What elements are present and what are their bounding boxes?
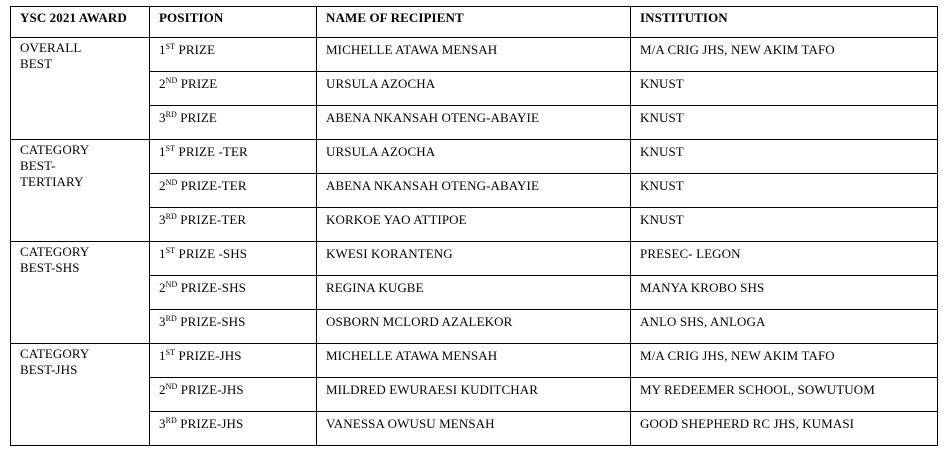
institution-name: M/A CRIG JHS, NEW AKIM TAFO xyxy=(631,344,938,378)
position-number: 2 xyxy=(159,382,166,397)
table-row xyxy=(11,38,938,72)
position-ordinal-suffix: ND xyxy=(165,178,178,187)
institution-name: KNUST xyxy=(631,174,938,208)
position-ordinal-suffix: ND xyxy=(165,280,178,289)
institution-name: KNUST xyxy=(631,208,938,242)
header-position: POSITION xyxy=(150,7,317,38)
table-row xyxy=(11,344,938,378)
header-award: YSC 2021 AWARD xyxy=(11,7,150,38)
position-cell xyxy=(150,412,317,446)
recipient-name: MICHELLE ATAWA MENSAH xyxy=(317,38,631,72)
position-ordinal-suffix: ND xyxy=(165,76,178,85)
institution-name: KNUST xyxy=(631,106,938,140)
recipient-name: KORKOE YAO ATTIPOE xyxy=(317,208,631,242)
institution-name: GOOD SHEPHERD RC JHS, KUMASI xyxy=(631,412,938,446)
table-row xyxy=(11,378,938,412)
header-row xyxy=(11,7,938,38)
award-category: CATEGORY BEST-JHS xyxy=(20,346,89,377)
position-cell xyxy=(150,242,317,276)
position-number: 3 xyxy=(159,212,166,227)
table-row xyxy=(11,174,938,208)
position-label: PRIZE-JHS xyxy=(175,348,242,363)
recipient-name: MILDRED EWURAESI KUDITCHAR xyxy=(317,378,631,412)
institution-name: PRESEC- LEGON xyxy=(631,242,938,276)
table-row xyxy=(11,106,938,140)
position-ordinal-suffix: ST xyxy=(165,348,176,357)
table-row xyxy=(11,310,938,344)
position-number: 2 xyxy=(159,76,166,91)
position-cell xyxy=(150,140,317,174)
position-ordinal-suffix: RD xyxy=(165,314,177,323)
position-label: PRIZE xyxy=(175,42,216,57)
recipient-name: MICHELLE ATAWA MENSAH xyxy=(317,344,631,378)
institution-name: KNUST xyxy=(631,140,938,174)
position-cell xyxy=(150,174,317,208)
recipient-name: ABENA NKANSAH OTENG-ABAYIE xyxy=(317,106,631,140)
award-category: OVERALL BEST xyxy=(20,40,81,71)
position-label: PRIZE -SHS xyxy=(175,246,248,261)
position-number: 2 xyxy=(159,280,166,295)
position-number: 1 xyxy=(159,42,166,57)
position-cell xyxy=(150,208,317,242)
position-cell xyxy=(150,378,317,412)
header-recipient: NAME OF RECIPIENT xyxy=(317,7,631,38)
award-category-cell xyxy=(11,344,150,446)
institution-name: MY REDEEMER SCHOOL, SOWUTUOM xyxy=(631,378,938,412)
position-label: PRIZE-JHS xyxy=(177,382,244,397)
position-number: 3 xyxy=(159,416,166,431)
table-row xyxy=(11,72,938,106)
recipient-name: VANESSA OWUSU MENSAH xyxy=(317,412,631,446)
table-row xyxy=(11,412,938,446)
table-row xyxy=(11,242,938,276)
header-institution: INSTITUTION xyxy=(631,7,938,38)
recipient-name: OSBORN MCLORD AZALEKOR xyxy=(317,310,631,344)
position-ordinal-suffix: ST xyxy=(165,246,176,255)
position-ordinal-suffix: ST xyxy=(165,144,176,153)
position-number: 1 xyxy=(159,144,166,159)
position-label: PRIZE-JHS xyxy=(176,416,244,431)
position-label: PRIZE xyxy=(177,76,218,91)
table-row xyxy=(11,276,938,310)
award-category: CATEGORY BEST-TERTIARY xyxy=(20,142,89,189)
institution-name: M/A CRIG JHS, NEW AKIM TAFO xyxy=(631,38,938,72)
position-number: 1 xyxy=(159,246,166,261)
institution-name: ANLO SHS, ANLOGA xyxy=(631,310,938,344)
table-row xyxy=(11,140,938,174)
position-ordinal-suffix: RD xyxy=(165,110,177,119)
position-label: PRIZE-SHS xyxy=(177,280,246,295)
position-cell xyxy=(150,276,317,310)
award-category-cell xyxy=(11,38,150,140)
recipient-name: KWESI KORANTENG xyxy=(317,242,631,276)
recipient-name: REGINA KUGBE xyxy=(317,276,631,310)
recipient-name: URSULA AZOCHA xyxy=(317,72,631,106)
position-ordinal-suffix: RD xyxy=(165,416,177,425)
position-ordinal-suffix: ST xyxy=(165,42,176,51)
award-category: CATEGORY BEST-SHS xyxy=(20,244,89,275)
position-number: 3 xyxy=(159,314,166,329)
recipient-name: URSULA AZOCHA xyxy=(317,140,631,174)
institution-name: MANYA KROBO SHS xyxy=(631,276,938,310)
awards-table xyxy=(10,6,938,446)
position-ordinal-suffix: ND xyxy=(165,382,178,391)
position-cell xyxy=(150,38,317,72)
table-row xyxy=(11,208,938,242)
position-cell xyxy=(150,310,317,344)
position-cell xyxy=(150,72,317,106)
position-cell xyxy=(150,106,317,140)
position-label: PRIZE -TER xyxy=(175,144,248,159)
position-label: PRIZE-SHS xyxy=(176,314,246,329)
position-number: 3 xyxy=(159,110,166,125)
position-label: PRIZE xyxy=(176,110,217,125)
awards-body xyxy=(11,38,938,446)
position-label: PRIZE-TER xyxy=(177,178,247,193)
position-ordinal-suffix: RD xyxy=(165,212,177,221)
position-label: PRIZE-TER xyxy=(176,212,247,227)
award-category-cell xyxy=(11,140,150,242)
recipient-name: ABENA NKANSAH OTENG-ABAYIE xyxy=(317,174,631,208)
institution-name: KNUST xyxy=(631,72,938,106)
award-category-cell xyxy=(11,242,150,344)
position-number: 2 xyxy=(159,178,166,193)
position-cell xyxy=(150,344,317,378)
position-number: 1 xyxy=(159,348,166,363)
